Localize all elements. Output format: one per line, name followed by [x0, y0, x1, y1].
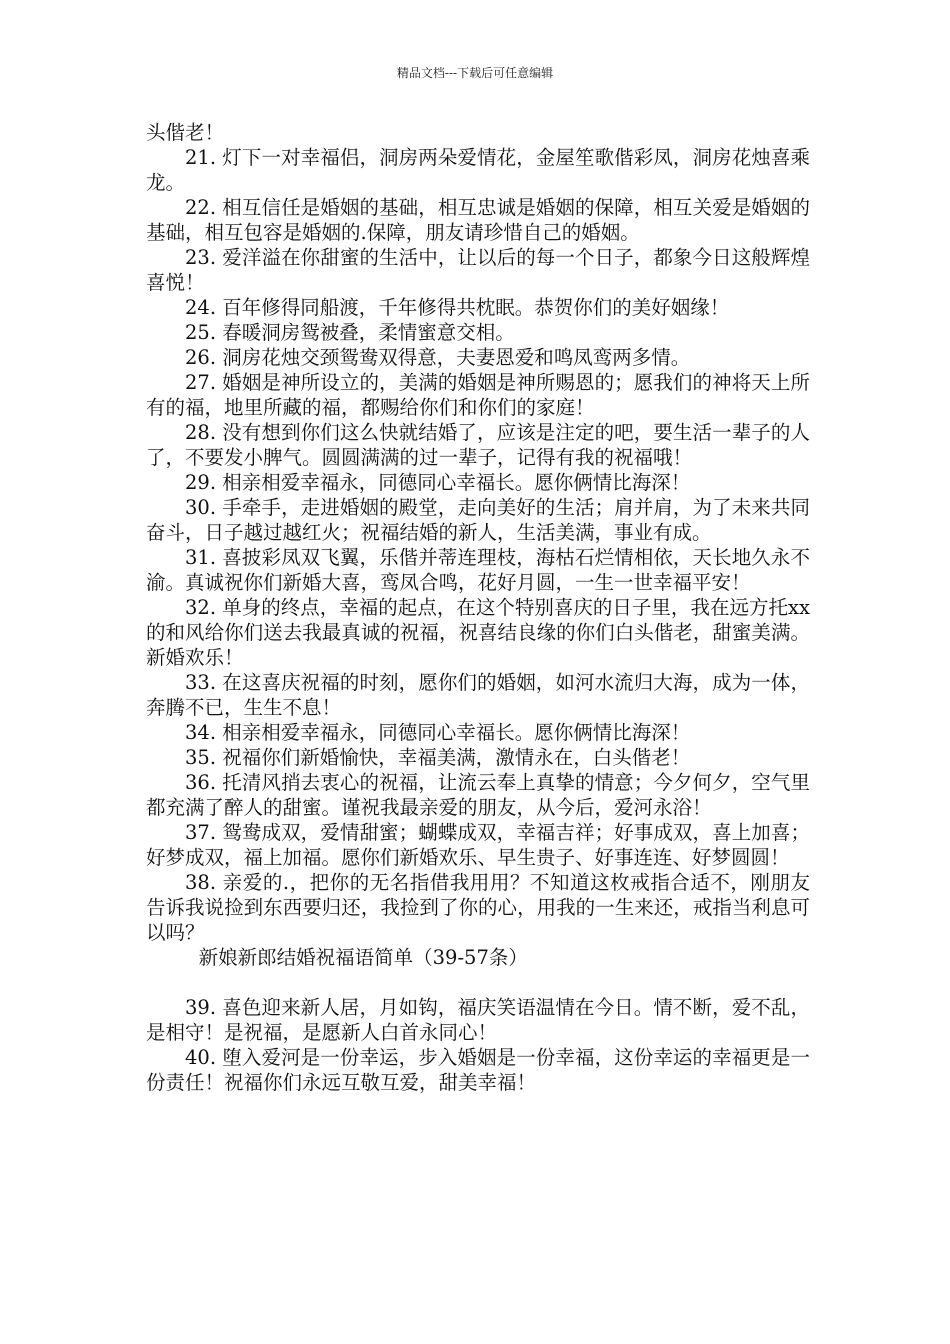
list-item: 36. 托清风捎去衷心的祝福，让流云奉上真挚的情意；今夕何夕，空气里都充满了醉人的甜蜜。谨祝我最亲爱的朋友，从今后，爱河永浴！ [146, 771, 810, 819]
list-item: 26. 洞房花烛交颈鸳鸯双得意，夫妻恩爱和鸣凤鸾两多情。 [185, 346, 691, 369]
continuation-text: 头偕老！ [146, 121, 225, 144]
list-item: 31. 喜披彩凤双飞翼，乐偕并蒂连理枝，海枯石烂情相依，天长地久永不渝。真诚祝你们新婚大喜，鸾凤合鸣，花好月圆，一生一世幸福平安！ [146, 546, 810, 594]
blank-line [146, 970, 810, 995]
document-body [146, 120, 810, 1095]
list-item: 29. 相亲相爱幸福永，同德同心幸福长。愿你俩情比海深！ [185, 471, 691, 494]
list-item: 32. 单身的终点，幸福的起点，在这个特别喜庆的日子里，我在远方托xx的和风给你们送去我最真诚的祝福，祝喜结良缘的你们白头偕老，甜蜜美满。新婚欢乐！ [146, 596, 810, 669]
list-item: 34. 相亲相爱幸福永，同德同心幸福长。愿你俩情比海深！ [185, 721, 691, 744]
list-item: 30. 手牵手，走进婚姻的殿堂，走向美好的生活；肩并肩，为了未来共同奋斗，日子越过越红火；祝福结婚的新人，生活美满，事业有成。 [146, 496, 810, 544]
list-item: 27. 婚姻是神所设立的，美满的婚姻是神所赐恩的；愿我们的神将天上所有的福，地里所藏的福，都赐给你们和你们的家庭！ [146, 371, 810, 419]
list-item: 25. 春暖洞房鸳被叠，柔情蜜意交相。 [185, 321, 515, 344]
list-item: 24. 百年修得同船渡，千年修得共枕眠。恭贺你们的美好姻缘！ [185, 296, 730, 319]
page-header: 精品文档---下载后可任意编辑 [396, 66, 554, 80]
list-item: 28. 没有想到你们这么快就结婚了，应该是注定的吧，要生活一辈子的人了，不要发小脾气。圆圆满满的过一辈子，记得有我的祝福哦！ [146, 421, 810, 469]
list-item: 23. 爱洋溢在你甜蜜的生活中，让以后的每一个日子，都象今日这般辉煌喜悦！ [146, 246, 810, 294]
list-item: 38. 亲爱的.，把你的无名指借我用用？不知道这枚戒指合适不，刚朋友告诉我说捡到东西要归还，我捡到了你的心，用我的一生来还，戒指当利息可以吗？ [146, 871, 810, 944]
list-item: 37. 鸳鸯成双，爱情甜蜜；蝴蝶成双，幸福吉祥；好事成双，喜上加喜；好梦成双，福上加福。愿你们新婚欢乐、早生贵子、好事连连、好梦圆圆！ [146, 821, 810, 869]
list-item: 22. 相互信任是婚姻的基础，相互忠诚是婚姻的保障，相互关爱是婚姻的基础，相互包容是婚姻的.保障，朋友请珍惜自己的婚姻。 [146, 196, 810, 244]
list-item: 33. 在这喜庆祝福的时刻，愿你们的婚姻，如河水流归大海，成为一体，奔腾不已，生生不息！ [146, 671, 810, 719]
section-heading: 新娘新郎结婚祝福语简单（39-57条） [198, 946, 528, 969]
list-item: 35. 祝福你们新婚愉快，幸福美满，激情永在，白头偕老！ [185, 746, 691, 769]
list-item: 40. 堕入爱河是一份幸运，步入婚姻是一份幸福，这份幸运的幸福更是一份责任！祝福你们永远互敬互爱，甜美幸福！ [146, 1046, 810, 1094]
list-item: 21. 灯下一对幸福侣，洞房两朵爱情花，金屋笙歌偕彩凤，洞房花烛喜乘龙。 [146, 146, 810, 194]
list-item: 39. 喜色迎来新人居，月如钩，福庆笑语温情在今日。情不断，爱不乱，是相守！是祝福，是愿新人白首永同心！ [146, 996, 810, 1044]
